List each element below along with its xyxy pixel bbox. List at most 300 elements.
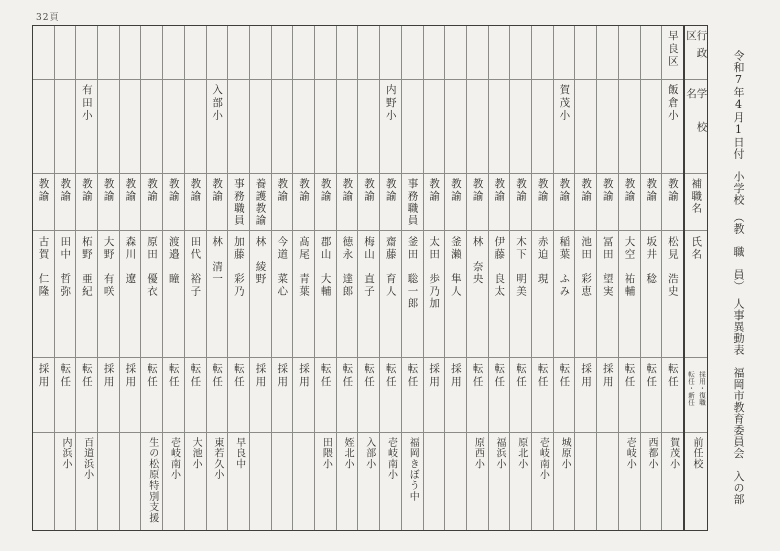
- cell-school: [293, 79, 314, 174]
- school-text: 有田小: [80, 83, 93, 122]
- cell-position: [141, 173, 162, 230]
- action-text: 転任: [493, 362, 506, 389]
- name-text: 髙尾 青葉: [297, 236, 310, 298]
- cell-school: [619, 79, 640, 174]
- cell-prev: [445, 432, 466, 530]
- cell-position: [315, 173, 336, 230]
- cell-position: [597, 173, 618, 230]
- cell-name: [662, 230, 683, 357]
- prev-text: 城原小: [559, 437, 571, 470]
- cell-action: [337, 357, 358, 433]
- cell-action: [228, 357, 249, 433]
- position-text: 事務職員: [406, 178, 419, 227]
- name-text: 古賀 仁隆: [37, 236, 50, 298]
- cell-prev: [141, 432, 162, 530]
- cell-name: [510, 230, 531, 357]
- position-text: 教諭: [449, 178, 462, 203]
- cell-school: [380, 79, 401, 174]
- cell-position: [207, 173, 228, 230]
- cell-name: [619, 230, 640, 357]
- name-text: 林 綾野: [254, 236, 267, 286]
- cell-school: [402, 79, 423, 174]
- position-text: 教諭: [59, 178, 72, 203]
- cell-action: [445, 357, 466, 433]
- cell-name: [207, 230, 228, 357]
- cell-school: [120, 79, 141, 174]
- cell-action: [207, 357, 228, 433]
- cell-district: [424, 26, 445, 79]
- position-text: 教諭: [645, 178, 658, 203]
- cell-prev: [641, 432, 662, 530]
- action-text: 転任: [363, 362, 376, 389]
- prev-text: 福岡きぼう中: [407, 437, 419, 503]
- position-text: 教諭: [601, 178, 614, 203]
- name-text: 冨田 望実: [601, 236, 614, 298]
- cell-position: [98, 173, 119, 230]
- action-text: 転任: [623, 362, 636, 389]
- action-text: 採用: [37, 362, 50, 389]
- cell-school: [141, 79, 162, 174]
- cell-school: [207, 79, 228, 174]
- person-column: [553, 26, 575, 530]
- cell-prev: [120, 432, 141, 530]
- cell-position: [662, 173, 683, 230]
- cell-action: [250, 357, 271, 433]
- position-text: 教諭: [514, 178, 527, 203]
- person-column: [54, 26, 76, 530]
- position-text: 教諭: [536, 178, 549, 203]
- cell-school: [597, 79, 618, 174]
- prev-text: 壱岐小: [624, 437, 636, 470]
- cell-school: [358, 79, 379, 174]
- cell-prev: [55, 432, 76, 530]
- prev-text: 早良中: [233, 437, 245, 470]
- cell-district: [358, 26, 379, 79]
- name-text: 今道 菜心: [276, 236, 289, 298]
- person-column: [466, 26, 488, 530]
- action-text: 転任: [232, 362, 245, 389]
- cell-name: [185, 230, 206, 357]
- cell-school: [554, 79, 575, 174]
- cell-prev: [510, 432, 531, 530]
- cell-prev: [293, 432, 314, 530]
- cell-position: [55, 173, 76, 230]
- cell-school: [467, 79, 488, 174]
- cell-name: [76, 230, 97, 357]
- cell-prev: [554, 432, 575, 530]
- action-text: 転任: [341, 362, 354, 389]
- cell-name: [33, 230, 54, 357]
- cell-school: [163, 79, 184, 174]
- cell-position: [272, 173, 293, 230]
- cell-prev: [662, 432, 683, 530]
- cell-name: [250, 230, 271, 357]
- name-text: 森川 遼: [124, 236, 137, 286]
- cell-action: [467, 357, 488, 433]
- cell-prev: [76, 432, 97, 530]
- cell-district: [619, 26, 640, 79]
- cell-prev: [489, 432, 510, 530]
- cell-action: [33, 357, 54, 433]
- cell-district: [293, 26, 314, 79]
- cell-prev: [185, 432, 206, 530]
- cell-district: [207, 26, 228, 79]
- cell-prev: [337, 432, 358, 530]
- prev-text: 西都小: [645, 437, 657, 470]
- name-text: 赤迫 現: [536, 236, 549, 286]
- cell-action: [315, 357, 336, 433]
- cell-prev: [424, 432, 445, 530]
- prev-text: 壱岐南小: [385, 437, 397, 481]
- name-text: 稲葉 ふみ: [558, 236, 571, 298]
- cell-school: [489, 79, 510, 174]
- person-column: [379, 26, 401, 530]
- cell-school: [641, 79, 662, 174]
- cell-action: [489, 357, 510, 433]
- cell-name: [402, 230, 423, 357]
- cell-action: [76, 357, 97, 433]
- cell-position: [337, 173, 358, 230]
- prev-text: 田隈小: [320, 437, 332, 470]
- action-text: 転任: [319, 362, 332, 389]
- cell-name: [293, 230, 314, 357]
- position-text: 教諭: [80, 178, 93, 203]
- cell-district: [662, 26, 683, 79]
- cell-prev: [33, 432, 54, 530]
- cell-prev: [228, 432, 249, 530]
- cell-position: [120, 173, 141, 230]
- prev-text: 百道浜小: [81, 437, 93, 481]
- prev-text: 壱岐南小: [537, 437, 549, 481]
- name-text: 林 奈央: [471, 236, 484, 286]
- cell-name: [554, 230, 575, 357]
- position-text: 教諭: [428, 178, 441, 203]
- name-text: 田中 哲弥: [59, 236, 72, 298]
- cell-position: [250, 173, 271, 230]
- position-text: 教諭: [319, 178, 332, 203]
- name-text: 齋藤 育人: [384, 236, 397, 298]
- cell-name: [575, 230, 596, 357]
- cell-position: [424, 173, 445, 230]
- cell-district: [510, 26, 531, 79]
- cell-name: [120, 230, 141, 357]
- position-text: 教諭: [146, 178, 159, 203]
- cell-district: [532, 26, 553, 79]
- prev-text: 内浜小: [59, 437, 71, 470]
- cell-name: [163, 230, 184, 357]
- cell-action: [98, 357, 119, 433]
- cell-school: [662, 79, 683, 174]
- name-text: 郡山 大輔: [319, 236, 332, 298]
- cell-school: [76, 79, 97, 174]
- person-column: [271, 26, 293, 530]
- position-text: 教諭: [189, 178, 202, 203]
- name-text: 伊藤 良太: [493, 236, 506, 298]
- header-previous-school-text: 前任校: [691, 437, 702, 470]
- cell-action: [272, 357, 293, 433]
- cell-name: [98, 230, 119, 357]
- cell-action: [424, 357, 445, 433]
- cell-prev: [467, 432, 488, 530]
- cell-name: [55, 230, 76, 357]
- cell-district: [402, 26, 423, 79]
- cell-prev: [402, 432, 423, 530]
- cell-name: [380, 230, 401, 357]
- header-action: [685, 357, 707, 433]
- prev-text: 入部小: [363, 437, 375, 470]
- cell-district: [272, 26, 293, 79]
- cell-district: [98, 26, 119, 79]
- action-text: 採用: [297, 362, 310, 389]
- person-column: [531, 26, 553, 530]
- cell-action: [402, 357, 423, 433]
- position-text: 教諭: [363, 178, 376, 203]
- cell-district: [597, 26, 618, 79]
- person-column: [509, 26, 531, 530]
- person-column: [162, 26, 184, 530]
- prev-text: 福浜小: [494, 437, 506, 470]
- cell-position: [402, 173, 423, 230]
- name-text: 池田 彩恵: [580, 236, 593, 298]
- position-text: 事務職員: [232, 178, 245, 227]
- position-text: 教諭: [471, 178, 484, 203]
- transfer-table: [32, 25, 708, 531]
- cell-district: [575, 26, 596, 79]
- person-column: [618, 26, 640, 530]
- person-column: [444, 26, 466, 530]
- prev-text: 生の松原特別支援: [146, 437, 158, 524]
- header-school: [685, 79, 707, 174]
- person-column: [336, 26, 358, 530]
- person-column: [140, 26, 162, 530]
- cell-position: [510, 173, 531, 230]
- person-column: [206, 26, 228, 530]
- header-previous-school: [685, 432, 707, 530]
- person-column: [249, 26, 271, 530]
- action-text: 転任: [384, 362, 397, 389]
- prev-text: 原西小: [472, 437, 484, 470]
- position-text: 教諭: [493, 178, 506, 203]
- position-text: 教諭: [37, 178, 50, 203]
- position-text: 教諭: [124, 178, 137, 203]
- name-text: 柘野 亜紀: [80, 236, 93, 298]
- header-action-left: 転任・新任: [687, 370, 695, 406]
- cell-action: [141, 357, 162, 433]
- person-column: [33, 26, 54, 530]
- cell-school: [272, 79, 293, 174]
- cell-school: [445, 79, 466, 174]
- position-text: 教諭: [558, 178, 571, 203]
- cell-position: [445, 173, 466, 230]
- cell-action: [185, 357, 206, 433]
- prev-text: 壱岐南小: [168, 437, 180, 481]
- person-column: [75, 26, 97, 530]
- name-text: 木下 明美: [514, 236, 527, 298]
- position-text: 教諭: [297, 178, 310, 203]
- name-text: 坂井 稔: [645, 236, 658, 286]
- cell-position: [575, 173, 596, 230]
- cell-action: [163, 357, 184, 433]
- action-text: 採用: [276, 362, 289, 389]
- cell-name: [424, 230, 445, 357]
- cell-school: [250, 79, 271, 174]
- cell-name: [489, 230, 510, 357]
- cell-action: [55, 357, 76, 433]
- cell-position: [467, 173, 488, 230]
- name-text: 原田 優衣: [146, 236, 159, 298]
- header-column: [683, 26, 707, 530]
- prev-text: 賀茂小: [667, 437, 679, 470]
- cell-position: [228, 173, 249, 230]
- cell-district: [163, 26, 184, 79]
- cell-district: [250, 26, 271, 79]
- prev-text: 大池小: [190, 437, 202, 470]
- action-text: 転任: [80, 362, 93, 389]
- cell-district: [315, 26, 336, 79]
- action-text: 転任: [536, 362, 549, 389]
- action-text: 採用: [580, 362, 593, 389]
- person-column: [488, 26, 510, 530]
- cell-district: [228, 26, 249, 79]
- action-text: 採用: [601, 362, 614, 389]
- cell-action: [380, 357, 401, 433]
- cell-position: [293, 173, 314, 230]
- cell-name: [272, 230, 293, 357]
- name-text: 林 清一: [211, 236, 224, 286]
- cell-position: [532, 173, 553, 230]
- cell-school: [337, 79, 358, 174]
- cell-prev: [98, 432, 119, 530]
- cell-name: [141, 230, 162, 357]
- cell-district: [445, 26, 466, 79]
- prev-text: 東若久小: [211, 437, 223, 481]
- person-column: [574, 26, 596, 530]
- cell-school: [33, 79, 54, 174]
- cell-position: [163, 173, 184, 230]
- prev-text: 姪北小: [342, 437, 354, 470]
- header-action-text: [685, 358, 707, 433]
- school-text: 賀茂小: [558, 83, 571, 122]
- cell-action: [597, 357, 618, 433]
- cell-action: [662, 357, 683, 433]
- name-text: 太田 歩乃加: [428, 236, 441, 310]
- cell-action: [619, 357, 640, 433]
- cell-district: [641, 26, 662, 79]
- person-column: [184, 26, 206, 530]
- action-text: 採用: [254, 362, 267, 389]
- prev-text: 原北小: [515, 437, 527, 470]
- action-text: 転任: [514, 362, 527, 389]
- cell-district: [489, 26, 510, 79]
- cell-position: [185, 173, 206, 230]
- header-name-text: 氏名: [690, 236, 703, 261]
- person-column: [357, 26, 379, 530]
- cell-action: [358, 357, 379, 433]
- position-text: 教諭: [276, 178, 289, 203]
- person-column: [596, 26, 618, 530]
- action-text: 転任: [167, 362, 180, 389]
- school-text: 入部小: [211, 83, 224, 122]
- district-text: 早良区: [666, 30, 679, 69]
- person-column: [314, 26, 336, 530]
- cell-district: [120, 26, 141, 79]
- name-text: 大空 祐輔: [623, 236, 636, 298]
- cell-position: [380, 173, 401, 230]
- cell-prev: [358, 432, 379, 530]
- cell-prev: [315, 432, 336, 530]
- action-text: 転任: [146, 362, 159, 389]
- name-text: 釜田 聡一郎: [406, 236, 419, 310]
- header-district-text: 行政区: [685, 30, 707, 65]
- cell-district: [554, 26, 575, 79]
- action-text: 採用: [449, 362, 462, 389]
- cell-school: [185, 79, 206, 174]
- page-number: 32頁: [36, 13, 60, 23]
- action-text: 転任: [211, 362, 224, 389]
- person-column: [640, 26, 662, 530]
- cell-district: [337, 26, 358, 79]
- cell-position: [358, 173, 379, 230]
- cell-district: [33, 26, 54, 79]
- cell-district: [467, 26, 488, 79]
- person-column: [423, 26, 445, 530]
- cell-action: [532, 357, 553, 433]
- header-district: [685, 26, 707, 79]
- name-text: 大野 有咲: [102, 236, 115, 298]
- cell-prev: [597, 432, 618, 530]
- header-position: [685, 173, 707, 230]
- cell-name: [597, 230, 618, 357]
- cell-prev: [272, 432, 293, 530]
- header-name: [685, 230, 707, 357]
- cell-name: [641, 230, 662, 357]
- cell-prev: [380, 432, 401, 530]
- name-text: 釜瀨 隼人: [449, 236, 462, 298]
- person-column: [97, 26, 119, 530]
- action-text: 転任: [666, 362, 679, 389]
- cell-school: [575, 79, 596, 174]
- person-column: [119, 26, 141, 530]
- cell-prev: [250, 432, 271, 530]
- cell-school: [315, 79, 336, 174]
- cell-school: [228, 79, 249, 174]
- position-text: 養護教諭: [254, 178, 267, 227]
- cell-action: [510, 357, 531, 433]
- action-text: 転任: [558, 362, 571, 389]
- cell-name: [532, 230, 553, 357]
- position-text: 教諭: [580, 178, 593, 203]
- action-text: 転任: [59, 362, 72, 389]
- cell-position: [619, 173, 640, 230]
- name-text: 梅山 直子: [363, 236, 376, 298]
- cell-school: [55, 79, 76, 174]
- cell-name: [467, 230, 488, 357]
- name-text: 加藤 彩乃: [232, 236, 245, 298]
- action-text: 採用: [428, 362, 441, 389]
- cell-action: [641, 357, 662, 433]
- cell-prev: [575, 432, 596, 530]
- cell-district: [141, 26, 162, 79]
- position-text: 教諭: [341, 178, 354, 203]
- action-text: 転任: [471, 362, 484, 389]
- name-text: 徳永 達郎: [341, 236, 354, 298]
- cell-district: [185, 26, 206, 79]
- header-school-text: 学校名: [685, 87, 707, 155]
- cell-position: [554, 173, 575, 230]
- document-title: 令和7年4月1日付 小学校 （教 職 員） 人事異動表 福岡市教育委員会 入の部: [732, 49, 745, 505]
- cell-school: [424, 79, 445, 174]
- position-text: 教諭: [211, 178, 224, 203]
